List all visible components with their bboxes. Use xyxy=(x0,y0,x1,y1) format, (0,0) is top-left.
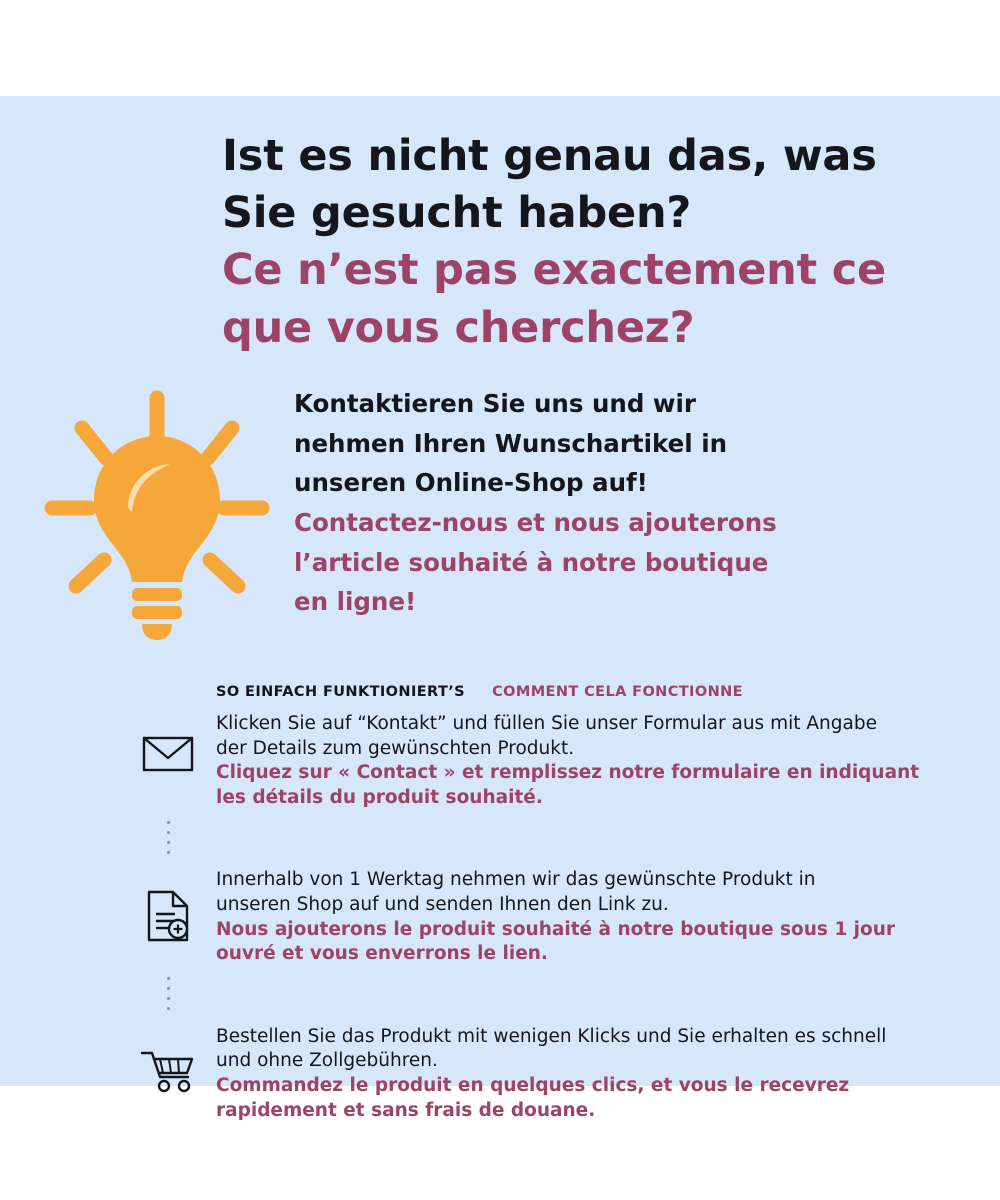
step-connector xyxy=(120,810,940,864)
headline-block xyxy=(222,128,942,357)
subtext-de-line1: Kontaktieren Sie uns und wir xyxy=(294,389,697,418)
step-2-text xyxy=(216,864,940,966)
connector-dot xyxy=(167,977,170,980)
step-item xyxy=(120,864,940,966)
step-1-icon-wrap xyxy=(120,708,216,774)
step-2-de-line2: unseren Shop auf und senden Ihnen den Link zu. xyxy=(216,893,669,915)
step-2-icon-wrap xyxy=(120,864,216,942)
step-1-text xyxy=(216,708,940,810)
step-connector xyxy=(120,967,940,1021)
steps-list xyxy=(120,708,940,1123)
connector-dot xyxy=(167,831,170,834)
step-3-fr-line2: rapidement et sans frais de douane. xyxy=(216,1099,596,1121)
step-1-fr-line2: les détails du produit souhaité. xyxy=(216,786,543,808)
subtext-de-line2: nehmen Ihren Wunschartikel in xyxy=(294,428,728,458)
headline-fr-line1: Ce n’est pas exactement ce xyxy=(222,245,886,296)
step-3-icon-wrap xyxy=(120,1021,216,1093)
dotted-connector-1 xyxy=(120,810,216,864)
headline-de-line2: Sie gesucht haben? xyxy=(222,188,692,239)
step-2-fr-line1: Nous ajouterons le produit souhaité à notre boutique sous 1 jour xyxy=(216,918,895,940)
envelope-icon xyxy=(142,734,194,774)
connector-dot xyxy=(167,841,170,844)
lightbulb-icon xyxy=(36,380,276,645)
document-add-icon xyxy=(145,890,191,942)
subtext-de-line3: unseren Online-Shop auf! xyxy=(294,468,648,498)
connector-dot xyxy=(167,997,170,1000)
subtext-fr-line2: l’article souhaité à notre boutique xyxy=(294,547,769,577)
step-3-fr-line1: Commandez le produit en quelques clics, et vous le recevrez xyxy=(216,1074,850,1096)
headline-fr-line2: que vous cherchez? xyxy=(222,302,695,353)
step-item xyxy=(120,1021,940,1123)
howto-title-de: SO EINFACH FUNKTIONIERT’S xyxy=(216,684,465,700)
step-3-text xyxy=(216,1021,940,1123)
step-1-de-line1: Klicken Sie auf “Kontakt” und füllen Sie unser Formular aus mit Angabe xyxy=(216,713,877,734)
subtext-block xyxy=(294,384,934,622)
howto-title xyxy=(216,681,743,700)
dotted-connector-2 xyxy=(120,967,216,1021)
step-1-de-line2: der Details zum gewünschten Produkt. xyxy=(216,737,575,759)
shopping-cart-icon xyxy=(140,1047,196,1093)
step-3-de-line2: und ohne Zollgebühren. xyxy=(216,1050,438,1072)
step-item xyxy=(120,708,940,810)
subtext-fr-line1: Contactez-nous et nous ajouterons xyxy=(294,508,777,538)
headline-de-line1: Ist es nicht genau das, was xyxy=(222,131,877,181)
step-2-fr-line2: ouvré et vous enverrons le lien. xyxy=(216,943,548,965)
connector-dot xyxy=(167,821,170,824)
step-2-de-line1: Innerhalb von 1 Werktag nehmen wir das gewünschte Produkt in xyxy=(216,869,816,891)
connector-dot xyxy=(167,1007,170,1010)
howto-title-fr: COMMENT CELA FONCTIONNE xyxy=(492,684,743,700)
connector-dot xyxy=(167,851,170,854)
connector-dot xyxy=(167,987,170,990)
step-1-fr-line1: Cliquez sur « Contact » et remplissez notre formulaire en indiquant xyxy=(216,762,920,784)
step-3-de-line1: Bestellen Sie das Produkt mit wenigen Klicks und Sie erhalten es schnell xyxy=(216,1025,887,1047)
lightbulb-illustration xyxy=(36,380,276,645)
subtext-fr-line3: en ligne! xyxy=(294,587,417,617)
